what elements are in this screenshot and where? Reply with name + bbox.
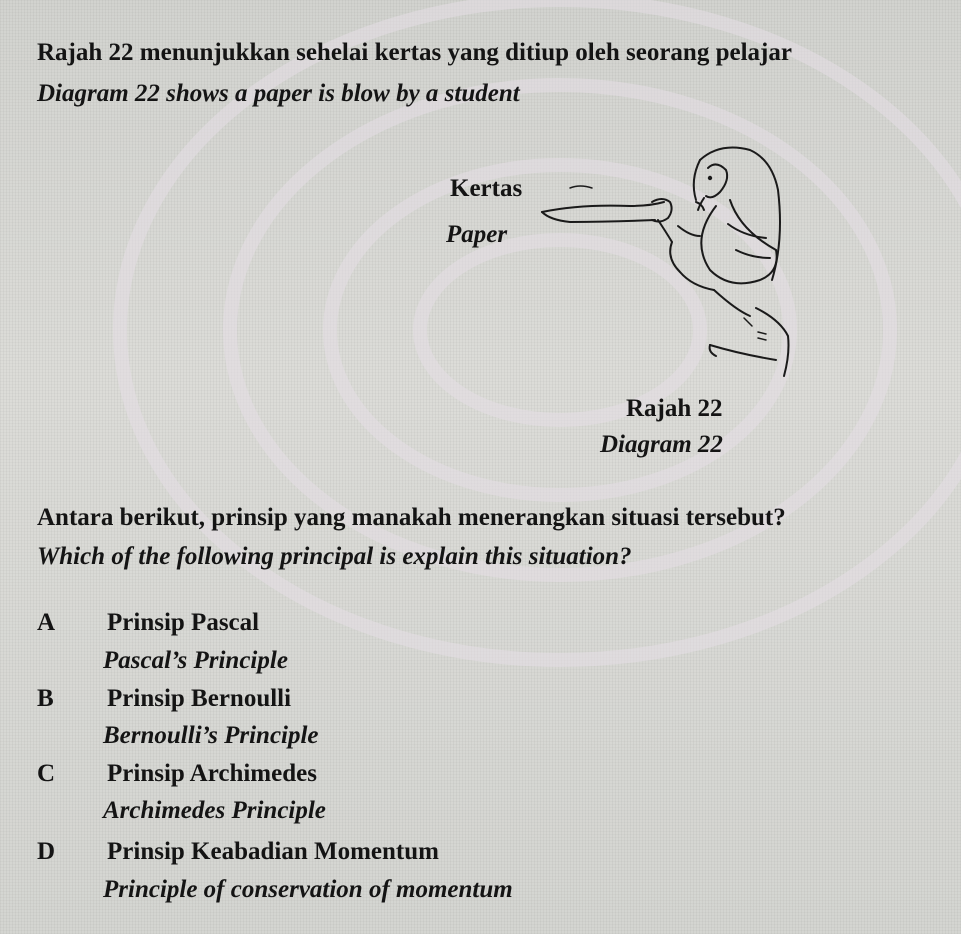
prompt-malay: Antara berikut, prinsip yang manakah menerangkan situasi tersebut?	[37, 504, 786, 531]
option-letter: D	[37, 838, 56, 865]
option-text-english: Bernoulli’s Principle	[103, 722, 319, 749]
figure-label-kertas: Kertas	[450, 175, 523, 202]
question-intro-english: Diagram 22 shows a paper is blow by a student	[37, 80, 520, 107]
option-letter: C	[37, 760, 56, 787]
prompt-english: Which of the following principal is explain this situation?	[37, 543, 632, 570]
question-intro-malay: Rajah 22 menunjukkan sehelai kertas yang ditiup oleh seorang pelajar	[37, 39, 792, 66]
student-blowing-paper-illustration	[540, 140, 800, 390]
option-letter: B	[37, 685, 54, 712]
option-text-malay: Prinsip Archimedes	[107, 760, 317, 787]
option-text-english: Principle of conservation of momentum	[103, 876, 513, 903]
figure-caption-english: Diagram 22	[600, 431, 723, 458]
option-text-english: Pascal’s Principle	[103, 647, 288, 674]
figure-caption-malay: Rajah 22	[626, 395, 723, 422]
option-text-malay: Prinsip Bernoulli	[107, 685, 292, 712]
option-text-malay: Prinsip Keabadian Momentum	[107, 838, 439, 865]
option-letter: A	[37, 609, 56, 636]
option-text-english: Archimedes Principle	[103, 797, 326, 824]
figure-label-paper: Paper	[446, 221, 508, 248]
option-text-malay: Prinsip Pascal	[107, 609, 260, 636]
